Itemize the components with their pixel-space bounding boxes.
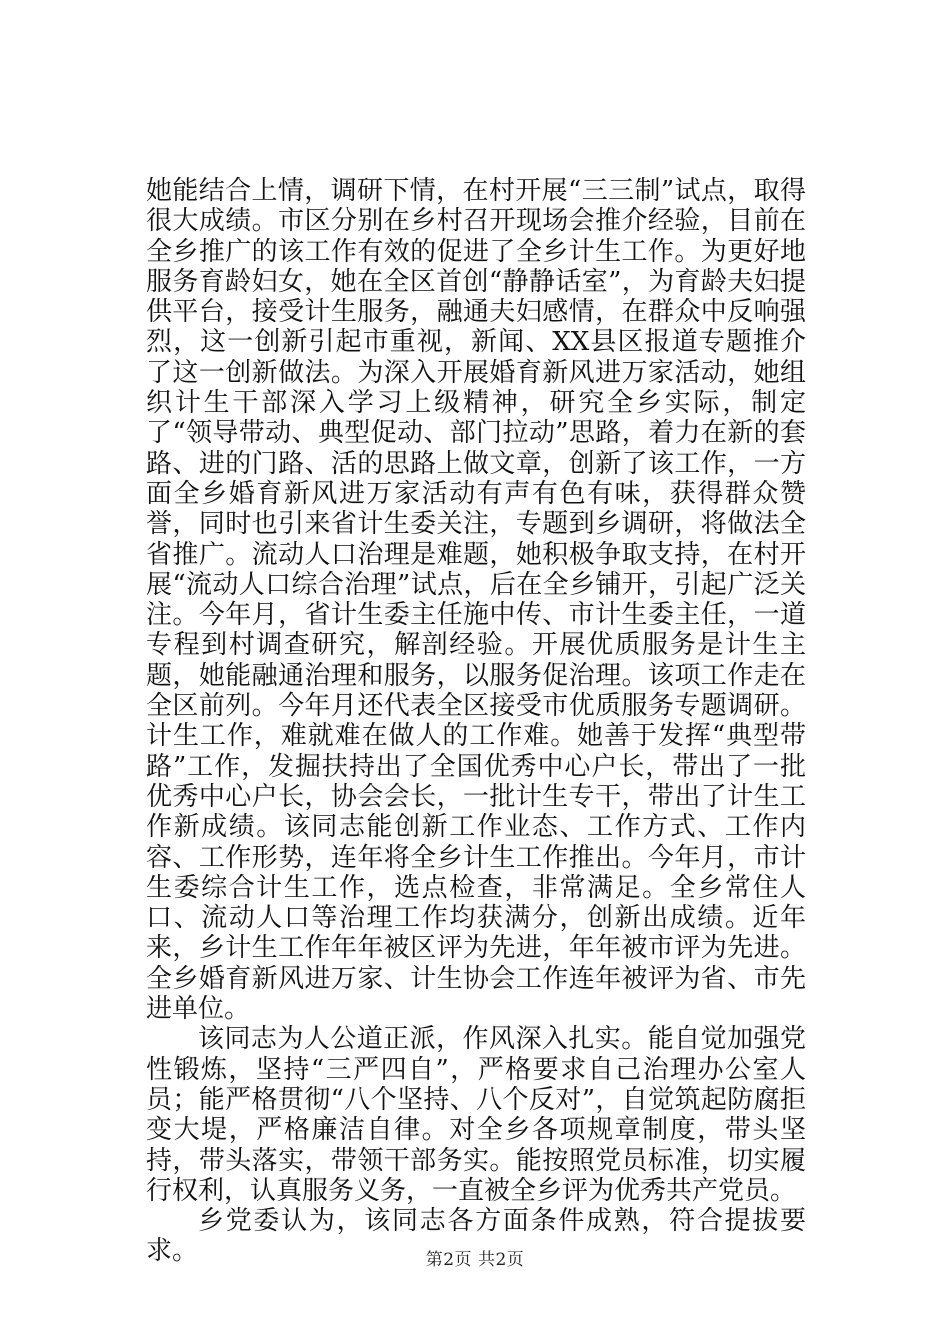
document-body bbox=[146, 176, 806, 1267]
paragraph-3: 乡党委认为，该同志各方面条件成熟，符合提拔要求。 bbox=[146, 1206, 806, 1267]
paragraph-2: 该同志为人公道正派，作风深入扎实。能自觉加强党性锻炼，坚持“三严四自”，严格要求自己治理办公室人员；能严格贯彻“八个坚持、八个反对”，自觉筑起防腐拒变大堤，严格廉洁自律。对全乡各项规章制度，带头坚持，带头落实，带领干部务实。能按照党员标准，切实履行权利，认真服务义务，一直被全乡评为优秀共产党员。 bbox=[146, 1024, 806, 1206]
paragraph-1: 她能结合上情，调研下情，在村开展“三三制”试点，取得很大成绩。市区分别在乡村召开现场会推介经验，目前在全乡推广的该工作有效的促进了全乡计生工作。为更好地服务育龄妇女，她在全区首创“静静话室”，为育龄夫妇提供平台，接受计生服务，融通夫妇感情，在群众中反响强烈，这一创新引起市重视，新闻、XX县区报道专题推介了这一创新做法。为深入开展婚育新风进万家活动，她组织计生干部深入学习上级精神，研究全乡实际，制定了“领导带动、典型促动、部门拉动”思路，着力在新的套路、进的门路、活的思路上做文章，创新了该工作，一方面全乡婚育新风进万家活动有声有色有味，获得群众赞誉，同时也引来省计生委关注，专题到乡调研，将做法全省推广。流动人口治理是难题，她积极争取支持，在村开展“流动人口综合治理”试点，后在全乡铺开，引起广泛关注。今年月，省计生委主任施中传、市计生委主任，一道专程到村调查研究，解剖经验。开展优质服务是计生主题，她能融通治理和服务，以服务促治理。该项工作走在全区前列。今年月还代表全区接受市优质服务专题调研。计生工作，难就难在做人的工作难。她善于发挥“典型带路”工作，发掘扶持出了全国优秀中心户长，带出了一批优秀中心户长，协会会长，一批计生专干，带出了计生工作新成绩。该同志能创新工作业态、工作方式、工作内容、工作形势，连年将全乡计生工作推出。今年月，市计生委综合计生工作，选点检查，非常满足。全乡常住人口、流动人口等治理工作均获满分，创新出成绩。近年来，乡计生工作年年被区评为先进，年年被市评为先进。全乡婚育新风进万家、计生协会工作连年被评为省、市先进单位。 bbox=[146, 176, 806, 1025]
page-number-footer: 第2页 共2页 bbox=[425, 1250, 525, 1270]
